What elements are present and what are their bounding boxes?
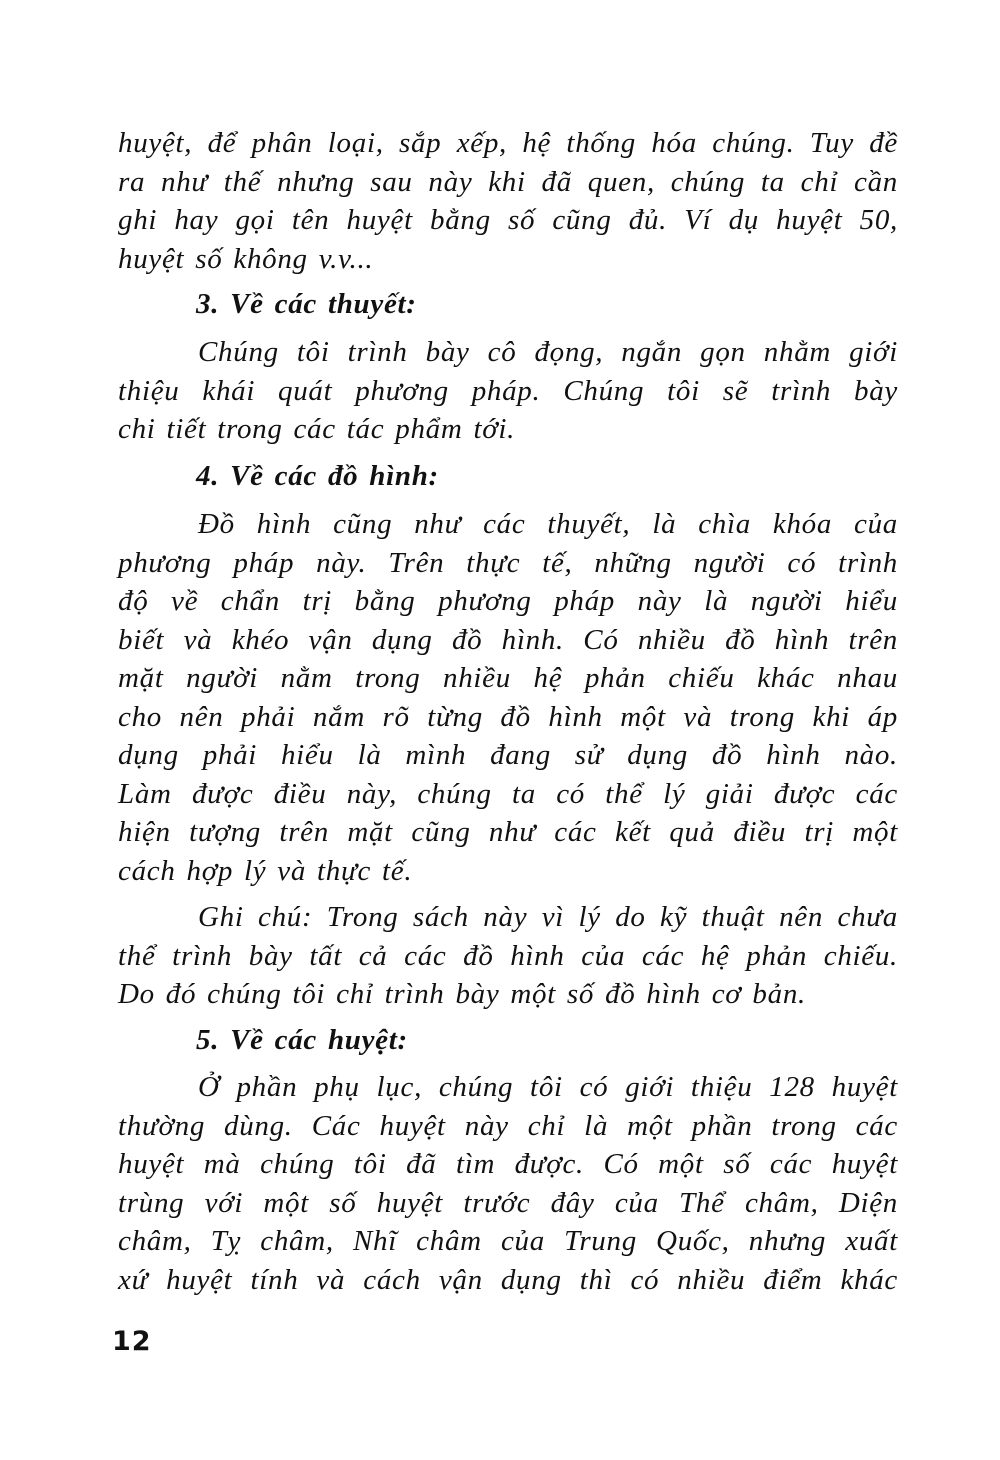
- text-line: độ về chẩn trị bằng phương pháp này là người hiểu: [118, 585, 898, 617]
- section-5: [118, 1021, 898, 1060]
- text-line: biết và khéo vận dụng đồ hình. Có nhiều đồ hình trên: [118, 623, 898, 656]
- text-line: Do đó chúng tôi chỉ trình bày một số đồ hình cơ bản.: [118, 978, 806, 1010]
- text-line: mặt người nằm trong nhiều hệ phản chiếu khác nhau: [118, 662, 898, 694]
- section-3: [118, 285, 898, 324]
- text-line: huyệt, để phân loại, sắp xếp, hệ thống hóa chúng. Tuy đề: [118, 127, 898, 159]
- text-line: châm, Tỵ châm, Nhĩ châm của Trung Quốc, nhưng xuất: [118, 1225, 898, 1257]
- text-line: huyệt số không v.v...: [118, 242, 374, 275]
- section-5-body: [118, 1068, 898, 1299]
- text-line: Làm được điều này, chúng ta có thể lý giải được các: [118, 777, 898, 810]
- section-heading: 5. Về các huyệt:: [196, 1024, 408, 1056]
- text-line: thiệu khái quát phương pháp. Chúng tôi sẽ trình bày: [118, 374, 898, 407]
- text-line: xứ huyệt tính và cách vận dụng thì có nhiều điểm khác: [118, 1263, 898, 1296]
- text-line: cho nên phải nắm rõ từng đồ hình một và trong khi áp: [118, 700, 898, 733]
- text-line: chi tiết trong các tác phẩm tới.: [118, 413, 516, 445]
- section-heading: 3. Về các thuyết:: [196, 288, 417, 320]
- text-line: ghi hay gọi tên huyệt bằng số cũng đủ. Ví dụ huyệt 50,: [118, 204, 898, 236]
- text-line: Chúng tôi trình bày cô đọng, ngắn gọn nhằm giới: [198, 336, 898, 368]
- section-3-body: [118, 333, 898, 449]
- section-4: [118, 457, 898, 496]
- text-line: dụng phải hiểu là mình đang sử dụng đồ hình nào.: [118, 739, 898, 771]
- text-line: trùng với một số huyệt trước đây của Thể châm, Diện: [118, 1186, 898, 1219]
- text-line: Ghi chú: Trong sách này vì lý do kỹ thuật nên chưa: [198, 901, 898, 933]
- section-4-body: [118, 505, 898, 890]
- page-number: 12: [112, 1326, 152, 1357]
- text-line: Ở phần phụ lục, chúng tôi có giới thiệu 128 huyệt: [198, 1071, 898, 1103]
- text-line: Đồ hình cũng như các thuyết, là chìa khóa của: [198, 508, 898, 540]
- paragraph-continuation: [118, 124, 898, 278]
- text-line: thể trình bày tất cả các đồ hình của các hệ phản chiếu.: [118, 939, 898, 972]
- text-line: cách hợp lý và thực tế.: [118, 854, 413, 887]
- text-line: phương pháp này. Trên thực tế, những người có trình: [118, 546, 898, 579]
- text-line: hiện tượng trên mặt cũng như các kết quả điều trị một: [118, 816, 898, 848]
- text-line: huyệt mà chúng tôi đã tìm được. Có một số các huyệt: [118, 1148, 898, 1180]
- text-line: ra như thế nhưng sau này khi đã quen, chúng ta chỉ cần: [118, 165, 898, 198]
- note: [118, 898, 898, 1014]
- text-line: thường dùng. Các huyệt này chỉ là một phần trong các: [118, 1109, 898, 1142]
- section-heading: 4. Về các đồ hình:: [196, 460, 439, 492]
